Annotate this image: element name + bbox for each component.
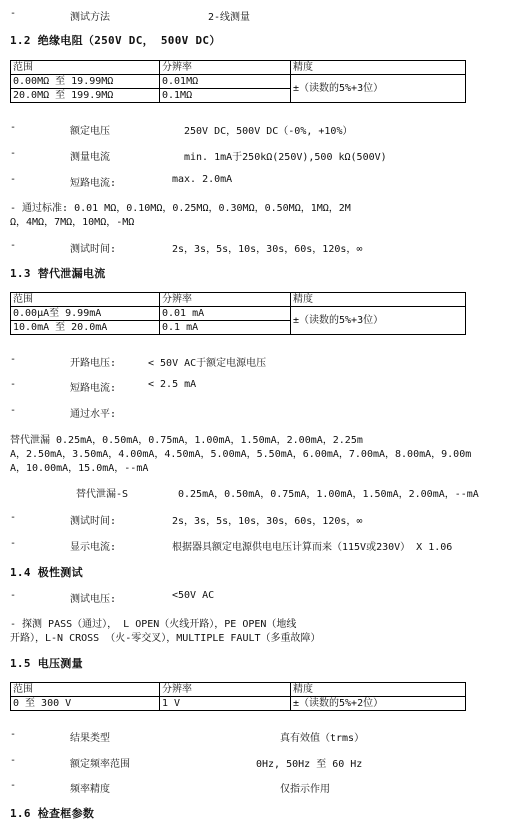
test-time-value: 2s，3s，5s，10s，30s，60s，120s，∞ <box>172 244 363 255</box>
sub-leakage-s-value: 0.25mA，0.50mA，0.75mA，1.00mA，1.50mA，2.00mA，--mA <box>178 489 479 500</box>
col-range: 范围 <box>11 293 160 307</box>
dash: - <box>10 590 17 601</box>
rated-voltage-label: 额定电压 <box>70 126 110 137</box>
test-time-label: 测试时间: <box>70 244 117 255</box>
col-resolution: 分辨率 <box>160 683 291 697</box>
section-1-4-title: 1.4 极性测试 <box>10 566 83 579</box>
display-current-label: 显示电流: <box>70 542 117 553</box>
open-voltage-value: < 50V AC于额定电源电压 <box>148 358 267 369</box>
dash: - <box>10 354 17 365</box>
test-voltage-value: <50V AC <box>172 590 215 601</box>
display-current-value: 根据器具额定电源供电电压计算而来（115V或230V） X 1.06 <box>172 542 453 553</box>
col-resolution: 分辨率 <box>160 61 291 75</box>
rated-voltage-value: 250V DC，500V DC（-0%, +10%） <box>184 126 353 137</box>
pass-standard-line1: - 通过标准: 0.01 MΩ，0.10MΩ，0.25MΩ，0.30MΩ，0.50MΩ，1MΩ，2M <box>10 203 351 214</box>
test-time-value: 2s，3s，5s，10s，30s，60s，120s，∞ <box>172 516 363 527</box>
dash: - <box>10 122 17 133</box>
short-current-value: < 2.5 mA <box>148 379 197 390</box>
short-current-value: max. 2.0mA <box>172 174 233 185</box>
table-cell: 0.1MΩ <box>160 89 291 103</box>
freq-accuracy-value: 仅指示作用 <box>280 784 330 795</box>
test-method-label: 测试方法 <box>70 12 110 23</box>
leakage-table <box>10 292 466 335</box>
section-1-2-title: 1.2 绝缘电阻（250V DC， 500V DC） <box>10 34 221 47</box>
table-cell: 0.00μA至 9.99mA <box>11 307 160 321</box>
dash: - <box>10 780 17 791</box>
dash: - <box>10 755 17 766</box>
result-type-value: 真有效值（trms） <box>280 733 365 744</box>
voltage-table <box>10 682 466 711</box>
dash: - <box>10 148 17 159</box>
pass-level-label: 通过水平: <box>70 409 117 420</box>
sub-leakage-line2: A，2.50mA，3.50mA，4.00mA，4.50mA，5.00mA，5.50mA，6.00mA，7.00mA，8.00mA，9.00m <box>10 449 472 460</box>
col-accuracy: 精度 <box>291 683 466 697</box>
probe-line1: - 探测 PASS（通过）， L OPEN（火线开路），PE OPEN（地线 <box>10 619 297 630</box>
short-current-label: 短路电流: <box>70 383 117 394</box>
section-1-5-title: 1.5 电压测量 <box>10 657 83 670</box>
freq-range-label: 额定频率范围 <box>70 759 130 770</box>
test-time-label: 测试时间: <box>70 516 117 527</box>
col-accuracy: 精度 <box>291 293 466 307</box>
dash: - <box>10 379 17 390</box>
table-cell: 0.1 mA <box>160 321 291 335</box>
test-voltage-label: 测试电压: <box>70 594 117 605</box>
pass-standard-line2: Ω，4MΩ，7MΩ，10MΩ，-MΩ <box>10 217 135 228</box>
section-1-6-title: 1.6 检查框参数 <box>10 807 95 820</box>
measure-current-label: 测量电流 <box>70 152 110 163</box>
dash: - <box>10 8 17 19</box>
col-range: 范围 <box>11 683 160 697</box>
probe-line2: 开路），L-N CROSS （火-零交叉），MULTIPLE FAULT（多重故障） <box>10 633 321 644</box>
accuracy-cell: ±（读数的5%+3位） <box>291 75 466 103</box>
dash: - <box>10 729 17 740</box>
sub-leakage-line1: 替代泄漏 0.25mA，0.50mA，0.75mA，1.00mA，1.50mA，2.00mA，2.25m <box>10 435 363 446</box>
dash: - <box>10 512 17 523</box>
table-cell: 0 至 300 V <box>11 697 160 711</box>
result-type-label: 结果类型 <box>70 733 110 744</box>
table-cell: 0.01MΩ <box>160 75 291 89</box>
table-cell: 1 V <box>160 697 291 711</box>
sub-leakage-s-label: 替代泄漏-S <box>76 489 129 500</box>
short-current-label: 短路电流: <box>70 178 117 189</box>
open-voltage-label: 开路电压: <box>70 358 117 369</box>
dash: - <box>10 538 17 549</box>
insulation-table <box>10 60 466 103</box>
accuracy-cell: ±（读数的5%+2位） <box>291 697 466 711</box>
freq-accuracy-label: 频率精度 <box>70 784 110 795</box>
table-cell: 20.0MΩ 至 199.9MΩ <box>11 89 160 103</box>
measure-current-value: min. 1mA于250kΩ(250V),500 kΩ(500V) <box>184 152 387 163</box>
table-cell: 10.0mA 至 20.0mA <box>11 321 160 335</box>
section-1-3-title: 1.3 替代泄漏电流 <box>10 267 106 280</box>
col-accuracy: 精度 <box>291 61 466 75</box>
dash: - <box>10 240 17 251</box>
freq-range-value: 0Hz, 50Hz 至 60 Hz <box>256 759 363 770</box>
dash: - <box>10 174 17 185</box>
accuracy-cell: ±（读数的5%+3位） <box>291 307 466 335</box>
dash: - <box>10 405 17 416</box>
sub-leakage-line3: A，10.00mA，15.0mA，--mA <box>10 463 149 474</box>
table-cell: 0.01 mA <box>160 307 291 321</box>
table-cell: 0.00MΩ 至 19.99MΩ <box>11 75 160 89</box>
test-method-value: 2-线测量 <box>208 12 251 23</box>
col-resolution: 分辨率 <box>160 293 291 307</box>
col-range: 范围 <box>11 61 160 75</box>
